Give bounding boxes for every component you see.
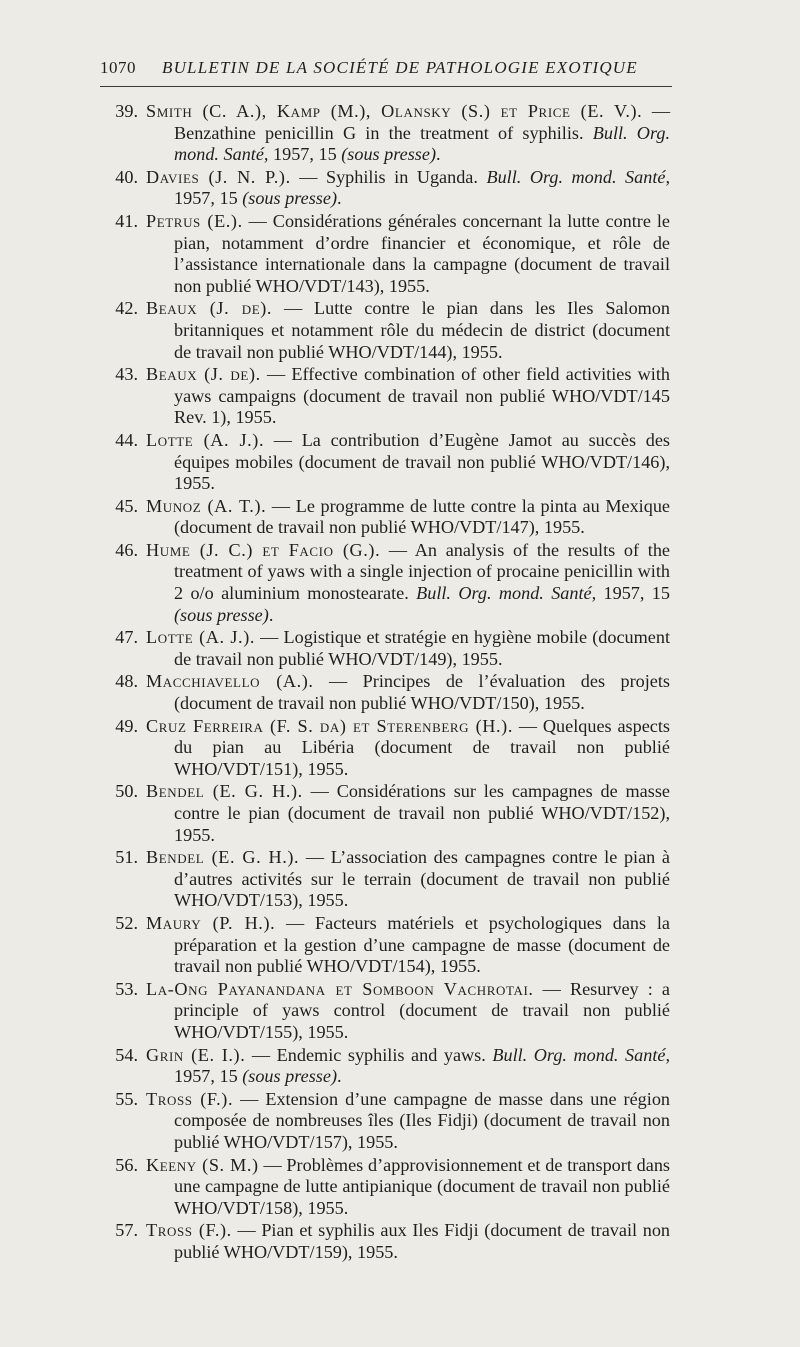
reference-journal: Bull. Org. mond. Santé, [174,122,670,165]
reference-number: 57. [115,1220,138,1241]
page-header [100,58,672,87]
reference-text: — Problèmes d’approvisionnement et de transport dans une campagne de lutte antipianique (document de travail non publié WHO/VDT/158), 1955. [174,1154,670,1218]
reference-authors: Bendel (E. G. H.). [146,781,303,802]
reference-text: — Principes de l’évaluation des projets (document de travail non publié WHO/VDT/150), 1955. [174,671,670,714]
reference-status: (sous presse) [174,604,269,625]
reference-text: — L’association des campagnes contre le pian à d’autres activités sur le terrain (document de travail non publié WHO/VDT/153), 1955. [174,847,670,911]
reference-item [100,167,670,210]
reference-text: — Considérations générales concernant la lutte contre le pian, notamment d’ordre financier et économique, et rôle de l’assistance internationale dans la campagne (document de travail non publié WHO/VDT/143), 1955. [174,210,670,296]
reference-item [100,430,670,495]
reference-text: — Facteurs matériels et psychologiques dans la préparation et la gestion d’une campagne de masse (document de travail non publié WHO/VDT/154), 1955. [174,912,670,977]
reference-text: — Lutte contre le pian dans les Iles Salomon britanniques et notamment rôle du médecin de district (document de travail non publié WHO/VDT/144), 1955. [174,298,670,362]
reference-number: 54. [115,1044,138,1065]
reference-item [100,101,670,166]
reference-item [100,1155,670,1220]
reference-authors: Tross (F.). [146,1088,234,1109]
reference-text: — Effective combination of other field activities with yaws campaigns (document de travail non publié WHO/VDT/145 Rev. 1), 1955. [174,364,670,428]
reference-number: 39. [115,101,138,121]
reference-text: — Quelques aspects du pian au Libéria (document de travail non publié WHO/VDT/151), 1955. [174,715,671,779]
reference-authors: Davies (J. N. P.). [146,166,291,187]
reference-text: — Pian et syphilis aux Iles Fidji (document de travail non publié WHO/VDT/159), 1955. [174,1220,671,1262]
reference-status: (sous presse) [341,144,437,165]
page-number: 1070 [100,58,136,77]
reference-status: (sous presse) [242,188,338,209]
reference-end: . [268,604,274,625]
reference-status: (sous presse) [242,1066,338,1087]
reference-authors: Tross (F.). [146,1220,232,1241]
reference-item [100,298,670,363]
reference-journal: Bull. Org. mond. Santé, [416,583,597,604]
reference-number: 46. [115,539,138,560]
reference-item [100,1220,670,1263]
reference-item [100,913,670,978]
reference-number: 52. [115,912,138,933]
reference-item [100,979,670,1044]
reference-item [100,627,670,670]
reference-volume: 1957, 15 [174,188,243,209]
reference-authors: Smith (C. A.), Kamp (M.), Olansky (S.) et Price (E. V.). [146,101,643,121]
reference-item [100,1089,670,1154]
reference-number: 56. [115,1154,138,1175]
reference-number: 43. [115,364,138,385]
reference-text: — An analysis of the results of the treatment of yaws with a single injection of procaine penicillin with 2 o/o aluminium monostearate. [174,539,670,604]
reference-number: 45. [115,495,138,516]
reference-number: 50. [115,781,138,802]
reference-volume: 1957, 15 [174,1066,243,1087]
reference-number: 51. [115,847,138,868]
reference-authors: Hume (J. C.) et Facio (G.). [146,539,381,560]
reference-number: 44. [115,429,138,450]
reference-authors: Cruz Ferreira (F. S. da) et Sterenberg (H.). [146,715,513,736]
reference-end: . [337,1066,342,1087]
reference-authors: Maury (P. H.). [146,912,276,933]
reference-authors: Beaux (J. de). [146,364,261,385]
reference-authors: Beaux (J. de). [146,298,273,319]
reference-authors: Keeny (S. M.) [146,1154,259,1175]
reference-text: — Logistique et stratégie en hygiène mobile (document de travail non publié WHO/VDT/149), 1955. [174,627,670,669]
reference-text: — Le programme de lutte contre la pinta au Mexique (document de travail non publié WHO/VDT/147), 1955. [174,495,670,538]
reference-text: — La contribution d’Eugène Jamot au succès des équipes mobiles (document de travail non publié WHO/VDT/146), 1955. [174,429,670,494]
reference-item [100,496,670,539]
reference-number: 40. [115,166,138,187]
reference-authors: Lotte (A. J.). [146,627,255,648]
reference-number: 47. [115,627,138,648]
running-title: BULLETIN DE LA SOCIÉTÉ DE PATHOLOGIE EXOTIQUE [162,58,638,77]
reference-number: 42. [115,298,138,319]
reference-number: 55. [115,1088,138,1109]
reference-authors: Macchiavello (A.). [146,671,314,692]
reference-item [100,847,670,912]
reference-journal: Bull. Org. mond. Santé, [486,166,670,187]
reference-item [100,540,670,626]
reference-end: . [337,188,342,209]
reference-authors: Grin (E. I.). [146,1044,246,1065]
reference-item [100,716,670,781]
reference-text: — Resurvey : a principle of yaws control (document de travail non publié WHO/VDT/155), 1955. [174,978,670,1042]
reference-text: — Benzathine penicillin G in the treatment of syphilis. [174,101,671,143]
reference-text: — Extension d’une campagne de masse dans une région composée de nombreuses îles (Iles Fidji) (document de travail non publié WHO/VDT/157), 1955. [174,1088,671,1152]
reference-item [100,671,670,714]
reference-authors: La-Ong Payanandana et Somboon Vachrotai. [146,978,534,999]
reference-text: — Considérations sur les campagnes de masse contre le pian (document de travail non publié WHO/VDT/152), 1955. [174,781,670,845]
reference-text: — Endemic syphilis and yaws. [245,1044,493,1065]
reference-item [100,781,670,846]
reference-authors: Bendel (E. G. H.). [146,847,300,868]
reference-number: 53. [115,978,138,999]
reference-item [100,211,670,297]
reference-journal: Bull. Org. mond. Santé, [492,1044,670,1065]
reference-item [100,1045,670,1088]
reference-item [100,364,670,429]
reference-text: — Syphilis in Uganda. [290,166,487,187]
reference-authors: Lotte (A. J.). [146,429,265,450]
reference-volume: 1957, 15 [268,144,342,165]
reference-authors: Munoz (A. T.). [146,495,267,516]
reference-number: 41. [115,210,138,231]
reference-list [100,101,742,1263]
reference-number: 49. [115,715,138,736]
reference-end: . [436,144,441,165]
reference-volume: 1957, 15 [596,583,670,604]
reference-number: 48. [115,671,138,692]
reference-authors: Petrus (E.). [146,210,243,231]
